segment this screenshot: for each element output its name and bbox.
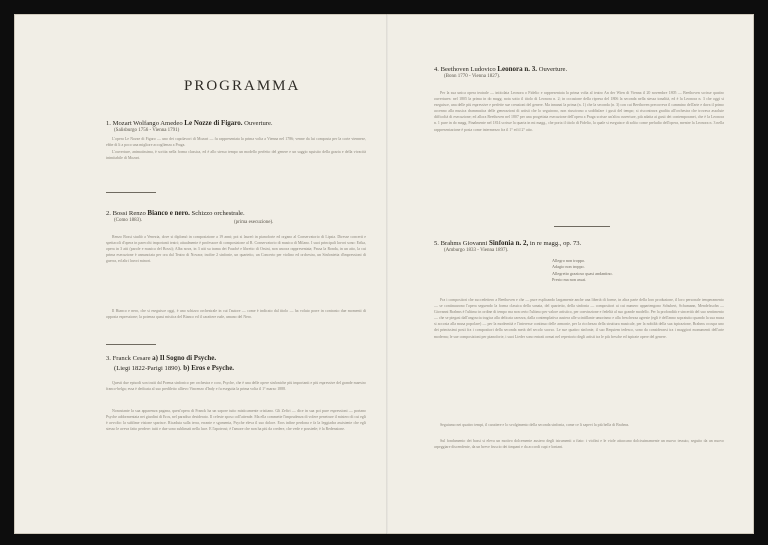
movement-2: Adagio non troppo. (552, 264, 585, 270)
item-4-paragraph-1: Per la sua unica opera teatrale — intitolata Leonora o Fidelio e rappresentata la prima volta al teatro An der Wien di Vienna il 20 novembre 1805 — Beethoven scrisse quattro ouvertures: nel 1805 la prima in do magg. nota sotto il titolo di Leonora n. 2; in occasione della ripresa del 1806 la seconda nella stessa tonalità, ed è la Leonora n. 3 che oggi si eseguisce, una delle più espressive e perfette sue creazioni del genere. Ma innanzi la prima (n. 1) che la seconda (n. 3) con cui Beethoven precorreva il cammino dell'arte e dava il primo accenno alla musica drammatica delle generazioni di artisti che lo seguirono, non riuscirono a soddisfare i gusti del tempo; si riscontrava gradita all'orchestra che trovava assolute difficoltà di esecuzione; ed allora Beethoven nel 1807 per una progettata esecuzione dell'opera a Praga scrisse un'altra ouverture, più adatta ai gusti dei contemporanei, che è la Leonora n. 1 pure in do magg. Finalmente nel 1814 scrisse la quarta in mi magg., che porta il titolo di Fidelio, la quale si eseguisce di solito come preludio dell'opera, mentre la Leonora n. 3 nella rappresentazione è posta come intermezzo fra il 1° ed il 2° atto. (434, 91, 724, 132)
work-form: Schizzo orchestrale. (191, 210, 245, 217)
item-5-paragraph-2: Seguiamo nei quattro tempi, il carattere e lo svolgimento della seconda sinfonia, come ce li sapevi la più bella di Brahms. (440, 423, 630, 427)
item-1-paragraph-2: L'ouverture, animatissima, è scritta nella forma classica, ed è allo stesso tempo un modello perfetto del genere e un saggio squisito della grazia e della vivacità inimitabile di Mozart. (106, 150, 366, 161)
movement-1: Allegro non troppo. (552, 258, 586, 263)
item-3-paragraph-2: Nonostante la sua apparenza pagana, quest'opera di Franck ha un sapore tutto misticamente cristiano. Gli Zefiri — dice in sua poi pure espressioni — portano Psyche addormentata nei giardini di Eros, nel paradiso desiderato. Il celeste sposo coll'attende. Ma ella commette l'imprudenza di volere penetrare il mistero di cui egli è avvolto: la sublime visione sparisce. Ricaduta sulla terra, errante e sgomenta, Psyche eleva il suo dolore. Eros infine perdona e fa la leggiadra assistente che egli stesso le aveva fatto perdere: tutti e due sono sublimati nella luce. E l'apoteosi; è l'amore che non ha più da credere, che vede e possiede; è la Redenzione. (106, 409, 366, 432)
item-2-dates: (Como 1883). (114, 218, 143, 223)
item-number: 5. (434, 240, 439, 247)
item-number: 2. (106, 210, 111, 217)
work-title: Bianco e nero. (147, 209, 190, 217)
composer-dates: (Liegi 1822-Parigi 1890). (114, 365, 182, 372)
item-number: 1. (106, 120, 111, 127)
left-page (84, 14, 374, 534)
right-page (434, 14, 732, 534)
item-3-heading (106, 354, 216, 363)
item-number: 3. (106, 355, 111, 362)
section-divider (554, 226, 610, 227)
composer-name: Beethoven Ludovico (440, 66, 496, 73)
item-5-paragraph-3: Sul fondamento dei bassi si eleva un motivo dolcemente austero degli istrumenti a fiato: i violini e le viole attaccano dolcissimamente un nuovo tessuto, seguito da un nuovo arpeggiare discendente, da un breve fruscio dei timpani e da accordi cupi e lontani. (434, 439, 724, 450)
movement-3: Allegretto grazioso quasi andantino. (552, 270, 613, 276)
work-form: Ouverture. (538, 66, 568, 73)
composer-name: Brahms Giovanni (440, 240, 488, 247)
item-number: 4. (434, 66, 439, 73)
work-title: Sinfonia n. 2, (488, 239, 529, 247)
item-5-dates: (Amburgo 1833 - Vienna 1897). (444, 248, 509, 253)
item-4-dates: (Bonn 1770 - Vienna 1827). (444, 74, 501, 79)
item-1-dates: (Salisburgo 1756 - Vienna 1791) (114, 128, 180, 133)
item-2-note: (prima esecuzione). (234, 220, 274, 225)
movement-list (552, 258, 613, 284)
item-1-heading (106, 119, 273, 128)
item-1-paragraph-1: L'opera Le Nozze di Figaro — uno dei capolavori di Mozart — fu rappresentata la prima volta a Vienna nel 1786; venne da lui composta per la corte viennese, ebbe di li a poco una migliore accoglienza a Praga. (106, 137, 366, 148)
item-3-subheading (114, 364, 234, 373)
item-5-heading (434, 239, 581, 248)
item-4-heading (434, 65, 567, 74)
page-fold (386, 14, 388, 534)
composer-name: Mozart Wolfango Amedeo (112, 120, 183, 127)
composer-name: Franck Cesare (112, 355, 151, 362)
program-title: PROGRAMMA (184, 78, 301, 94)
work-title: Leonora n. 3. (497, 65, 538, 73)
work-form: in re magg., op. 73. (529, 240, 582, 247)
item-5-paragraph-1: Fra i compositori che succedettero a Beethoven e che — pure esplicando largamente anche una libertà di forme, in altra parte della loro produzione, il loro personale temperamento — se continuarono l'opera seguendo la forma classica della sonata, del quartetto, della sinfonia — compositori ai cui numero appartengono Schubert, Schumann, Mendelssohn — Giovanni Brahms è l'ultimo in ordine di tempo ma non certo l'ultimo per valore artistico, per convinzione e fedeltà al suo grande modello. Per la profondità e sincerità del suo sentimento — che se piegasi dall'angoscia tragica alla delicata carezza, dalla contemplativa austera alle scintillante umorismo e alla freschezza agreste (egli è dell'anno sopratutto quando la sua musa si accosta alla musa popolare) — per la modernità e l'interesse continuo delle armonie, per la ricchezza della struttura musicale, per la nobiltà della sua ispirazione, Brahms occupa uno dei primissimi posti fra i compositori della seconda metà del secolo scorso. Le sue quattro sinfonie, il suo Requiem tedesco, sono da considerarsi tra i maggiori monumenti dell'arte moderna; le sue composizioni per pianoforte, i suoi Lieder sono entrati ormai nel repertorio degli artisti tra le più fresche ed ispirate opere del genere. (434, 298, 724, 339)
work-title: Le Nozze di Figaro. (184, 119, 243, 127)
work-form: Ouverture. (244, 120, 273, 127)
movement-4: Presto ma non assai. (552, 277, 587, 283)
section-divider (106, 192, 156, 193)
item-2-paragraph-2: Il Bianco e nero, che si eseguisce oggi, è uno schizzo orchestrale in cui l'autore — come è indicato dal titolo — ha voluto porre in contrasto due momenti di opposta espressione; la potenza quasi mistica del Bianco ed il carattere rude, umano del Nero. (106, 309, 366, 320)
program-sheet (14, 14, 754, 534)
work-title-a: a) Il Sogno di Psyche. (152, 354, 217, 362)
composer-name: Bossi Renzo (112, 210, 146, 217)
item-2-heading (106, 209, 245, 218)
section-divider (106, 344, 156, 345)
work-title-b: b) Eros e Psyche. (183, 364, 235, 372)
item-3-paragraph-1: Questi due episodi son tratti dal Poema sinfonico per orchestra e coro, Psyche, che è una delle opere sinfoniche più importanti e più espressive del grande maestro franco-belga; essa è dedicata al suo prediletto allievo Vincenzo d'Indy e fu eseguita la prima volta il 1° marzo 1888. (106, 381, 366, 392)
item-2-paragraph-1: Renzo Bossi studiò a Venezia, dove si diplomò in composizione a 19 anni; poi si laureò in pianoforte ed organo al Conservatorio di Lipsia. Diresse concerti e spettacoli d'opera in parecchi importanti teatri; attualmente è professore di composizione al R. Conservatorio di musica di Milano. I suoi principali lavori sono: Erika, opera in 3 atti (parole e musica del Bossi); Alba nova, in 3 atti su trama dei Fauché e libretto di Orsini, non ancora rappresentata; Passa la Ronda, in un atto, la cui prima esecuzione è annunciata per ora dal Teatro di Novara; inoltre 2 sinfonie, un quartetto, un Concerto per violino ed orchestra, un Sinfonietta d'impressioni di guerra, ed altri lavori minori. (106, 235, 366, 264)
